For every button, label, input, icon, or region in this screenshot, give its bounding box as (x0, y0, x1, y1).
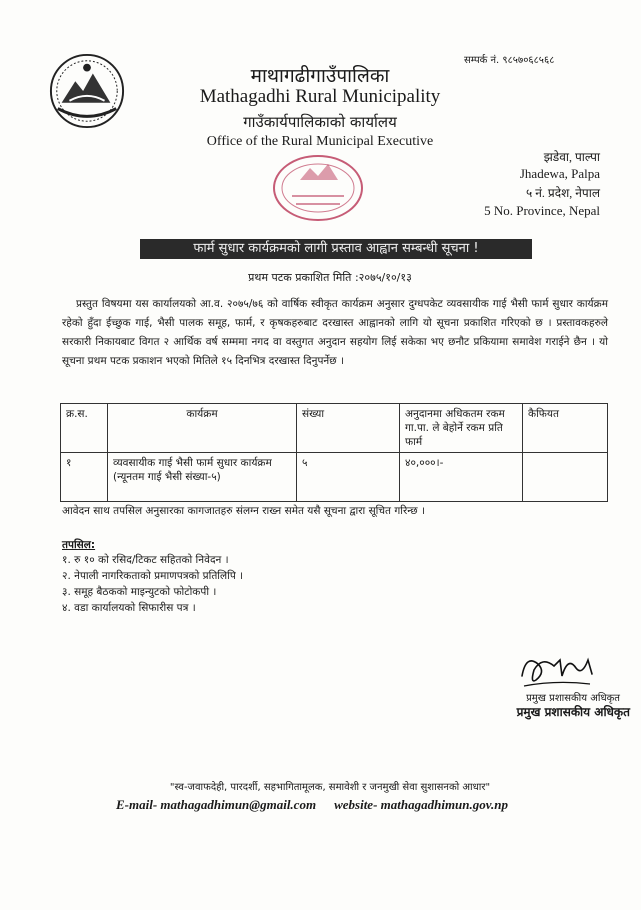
table-header-row (61, 404, 608, 453)
signatory-title: प्रमुख प्रशासकीय अधिकृत (516, 705, 630, 719)
municipality-name-english: Mathagadhi Rural Municipality (199, 86, 441, 107)
footer-contacts (116, 797, 508, 813)
address-line-3: ५ नं. प्रदेश, नेपाल (526, 186, 600, 200)
list-item: ४. वडा कार्यालयको सिफारीस पत्र । (62, 602, 196, 614)
nepal-emblem-logo (48, 52, 126, 130)
address-line-4: 5 No. Province, Nepal (484, 203, 600, 218)
notice-body: प्रस्तुत विषयमा यस कार्यालयको आ.व. २०७५/७६ को वार्षिक स्वीकृत कार्यक्रम अनुसार दुग्धपकेट व्यवसायीक गाई भैसी फार्म सुधार कार्यक्रम रहेको हुँदा ईच्छुक गाई, भैसी पालक समूह, फार्म, र कृषकहरुबाट दरखास्त आह्वानको लागि यो सूचना प्रकाशित गरिएको छ । प्रस्तावकहरुले सरकारी निकायबाट विगत २ आर्थिक वर्ष सम्ममा नगद वा वस्तुगत अनुदान सहयोग लिई सकेका भए छनौट प्रकियामा समावेश गराईने छैन । यो सूचना प्रथम पटक प्रकाशन भएको मितिले १५ दिनभित्र दरखास्त दिनुपर्नेछ । (62, 298, 608, 367)
attachments-list (62, 552, 243, 616)
website-link[interactable]: website- mathagadhimun.gov.np (334, 797, 509, 812)
address-line-2: Jhadewa, Palpa (519, 166, 600, 181)
program-table (60, 403, 608, 502)
municipality-name-nepali: माथागढीगाउँपालिका (250, 65, 390, 87)
col-header-serial: क्र.स. (61, 404, 108, 453)
cell-count: ५ (297, 453, 400, 502)
signature-mark (516, 646, 598, 692)
col-header-count: संख्या (297, 404, 400, 453)
attachments-heading: तपसिल: (62, 539, 96, 551)
list-item: ३. समूह बैठकको माइन्युटको फोटोकपी । (62, 586, 217, 598)
publication-date: प्रथम पटक प्रकाशित मिति :२०७५/१०/१३ (248, 271, 412, 284)
signatory-title-small: प्रमुख प्रशासकीय अधिकृत (526, 693, 620, 704)
email-link[interactable]: E-mail- mathagadhimun@gmail.com (116, 797, 317, 812)
col-header-program: कार्यक्रम (108, 404, 297, 453)
office-name-english: Office of the Rural Municipal Executive (206, 134, 434, 149)
footer-motto: "स्व-जवाफदेही, पारदर्शी, सहभागितामूलक, समावेशी र जनमुखी सेवा सुशासनको आधार" (169, 782, 491, 793)
list-item: २. नेपाली नागरिकताको प्रमाणपत्रको प्रतिलिपि । (62, 570, 244, 582)
notice-title: फार्म सुधार कार्यक्रमको लागी प्रस्ताव आह्वान सम्बन्धी सूचना ! (140, 239, 532, 259)
office-stamp (270, 152, 366, 224)
col-header-remarks: कैफियत (523, 404, 608, 453)
cell-grant-amount: ४०,०००।- (400, 453, 523, 502)
attachments-note: आवेदन साथ तपसिल अनुसारका कागजातहरु संलग्न राख्न समेत यसै सूचना द्वारा सूचित गरिन्छ । (62, 505, 425, 517)
cell-serial: १ (61, 453, 108, 502)
contact-number: सम्पर्क नं. ९८५७०६८५६८ (464, 55, 555, 66)
cell-program: व्यवसायीक गाई भैसी फार्म सुधार कार्यक्रम (न्यूनतम गाई भैसी संख्या-५) (108, 453, 297, 502)
table-row (61, 453, 608, 502)
address-line-1: झडेवा, पाल्पा (543, 150, 600, 164)
office-name-nepali: गाउँकार्यपालिकाको कार्यालय (243, 113, 397, 131)
col-header-grant-amount: अनुदानमा अधिकतम रकम गा.पा. ले बेहोर्ने रकम प्रति फार्म (400, 404, 523, 453)
cell-remarks (523, 453, 608, 502)
list-item: १. रु १० को रसिद/टिकट सहितको निवेदन । (62, 554, 229, 566)
